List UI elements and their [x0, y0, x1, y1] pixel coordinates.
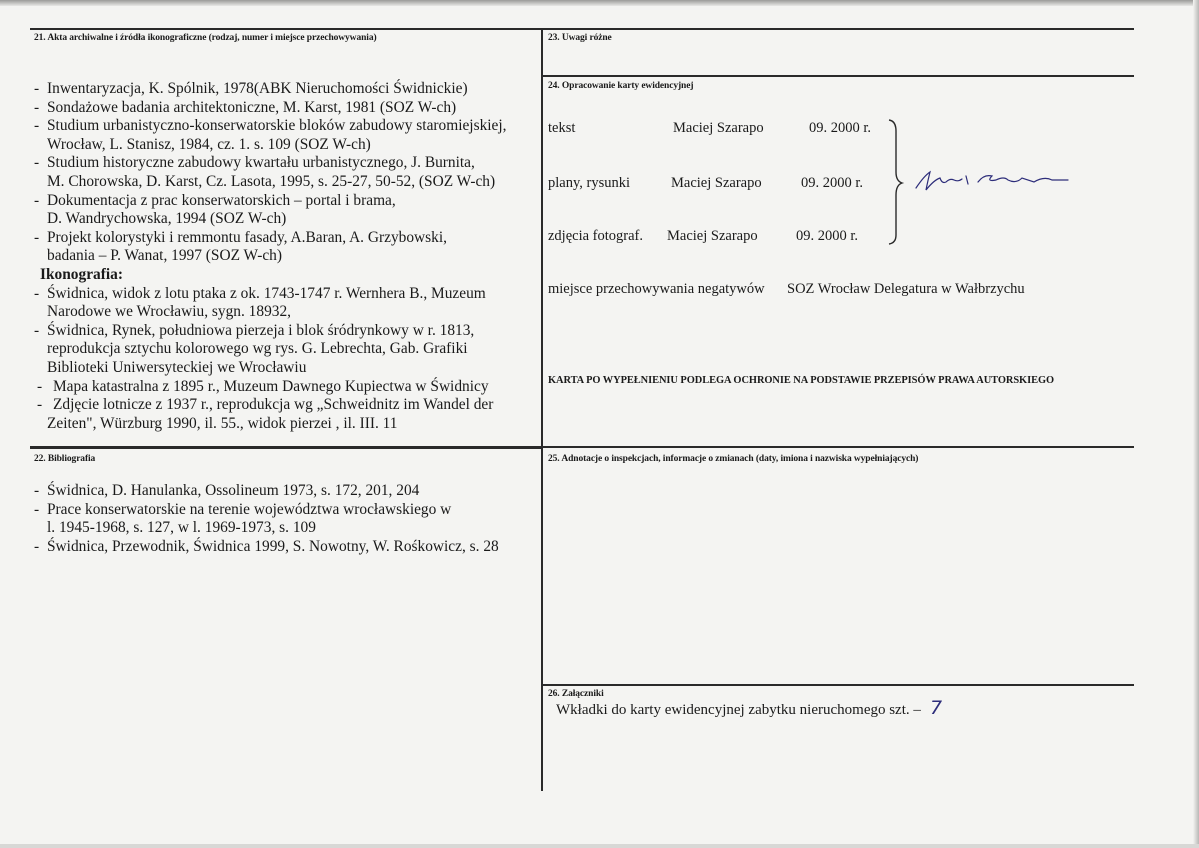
list-item-continuation: Biblioteki Uniwersyteckiej we Wrocławiu	[47, 358, 307, 376]
row-name: Maciej Szarapo	[671, 175, 762, 191]
list-item: - Dokumentacja z prac konserwatorskich – portal i brama,	[34, 191, 396, 209]
list-item: - Studium historyczne zabudowy kwartału urbanistycznego, J. Burnita,	[34, 154, 475, 172]
scan-right-edge	[1193, 0, 1199, 848]
rule-25-26	[541, 684, 1134, 686]
top-rule	[30, 28, 1134, 30]
list-item: - Świdnica, widok z lotu ptaka z ok. 1743-1747 r. Wernhera B., Muzeum	[34, 284, 486, 302]
list-item-continuation: M. Chorowska, D. Karst, Cz. Lasota, 1995, s. 25-27, 50-52, (SOZ W-ch)	[47, 172, 496, 190]
storage-label: miejsce przechowywania negatywów	[548, 281, 765, 297]
row-name: Maciej Szarapo	[667, 228, 758, 244]
list-item: - Studium urbanistyczno-konserwatorskie bloków zabudowy staromiejskiej,	[34, 117, 507, 135]
list-item: - Świdnica, Rynek, południowa pierzeja i blok śródrynkowy w r. 1813,	[34, 321, 475, 339]
section-21-list	[34, 80, 534, 433]
section-22-list	[34, 482, 534, 556]
bracket-icon	[886, 117, 906, 247]
list-item: - Projekt kolorystyki i remmontu fasady, A.Baran, A. Grzybowski,	[34, 228, 447, 246]
attachments-text: Wkładki do karty ewidencyjnej zabytku nieruchomego szt. –	[556, 702, 921, 718]
list-item-continuation: l. 1945-1968, s. 127, w l. 1969-1973, s. 109	[47, 519, 316, 537]
list-item: - Prace konserwatorskie na terenie województwa wrocławskiego w	[34, 500, 452, 518]
section-23-header: 23. Uwagi różne	[548, 33, 612, 43]
list-item-continuation: badania – P. Wanat, 1997 (SOZ W-ch)	[47, 247, 282, 265]
list-item: - Zdjęcie lotnicze z 1937 r., reprodukcja wg „Schweidnitz im Wandel der	[37, 396, 494, 414]
list-item: - Inwentaryzacja, K. Spólnik, 1978(ABK Nieruchomości Świdnickie)	[34, 80, 468, 97]
section-24-header: 24. Opracowanie karty ewidencyjnej	[548, 81, 694, 91]
scan-top-edge	[0, 0, 1199, 6]
list-item-continuation: Wrocław, L. Stanisz, 1984, cz. 1. s. 109 (SOZ W-ch)	[47, 135, 371, 153]
list-item-continuation: D. Wandrychowska, 1994 (SOZ W-ch)	[47, 210, 287, 228]
section-26-header: 26. Załączniki	[548, 689, 604, 699]
copyright-notice: KARTA PO WYPEŁNIENIU PODLEGA OCHRONIE NA PODSTAWIE PRZEPISÓW PRAWA AUTORSKIEGO	[548, 375, 1055, 386]
scan-bottom-edge	[0, 844, 1199, 848]
list-item: - Sondażowe badania architektoniczne, M. Karst, 1981 (SOZ W-ch)	[34, 98, 457, 116]
iconography-subheader: Ikonografia:	[40, 265, 123, 283]
list-item-continuation: Zeiten", Würzburg 1990, il. 55., widok pierzei , il. III. 11	[47, 414, 398, 432]
section-22-header: 22. Bibliografia	[34, 454, 96, 464]
list-item: - Świdnica, D. Hanulanka, Ossolineum 1973, s. 172, 201, 204	[34, 482, 420, 499]
row-label: tekst	[548, 120, 576, 136]
section-21-header: 21. Akta archiwalne i źródła ikonograficzne (rodzaj, numer i miejsce przechowywania)	[34, 33, 377, 43]
attachments-count: 7	[930, 697, 943, 719]
rule-23-24	[541, 75, 1134, 77]
list-item: - Mapa katastralna z 1895 r., Muzeum Dawnego Kupiectwa w Świdnicy	[37, 377, 489, 395]
row-label: plany, rysunki	[548, 175, 631, 191]
list-item-continuation: Narodowe we Wrocławiu, sygn. 18932,	[47, 303, 292, 321]
list-item-continuation: reprodukcja sztychu kolorowego wg rys. G. Lebrechta, Gab. Grafiki	[47, 340, 468, 358]
list-item: - Świdnica, Przewodnik, Świdnica 1999, S. Nowotny, W. Rośkowicz, s. 28	[34, 537, 499, 555]
center-divider	[541, 28, 543, 791]
storage-value: SOZ Wrocław Delegatura w Wałbrzychu	[787, 281, 1025, 297]
row-date: 09. 2000 r.	[801, 175, 864, 191]
row-label: zdjęcia fotograf.	[548, 228, 644, 244]
row-date: 09. 2000 r.	[809, 120, 872, 136]
row-date: 09. 2000 r.	[796, 228, 859, 244]
row-name: Maciej Szarapo	[673, 120, 764, 136]
rule-22-top-inner	[30, 448, 541, 449]
section-25-header: 25. Adnotacje o inspekcjach, informacje o zmianach (daty, imiona i nazwiska wypełniających)	[548, 454, 919, 464]
signature-image	[912, 170, 1072, 200]
